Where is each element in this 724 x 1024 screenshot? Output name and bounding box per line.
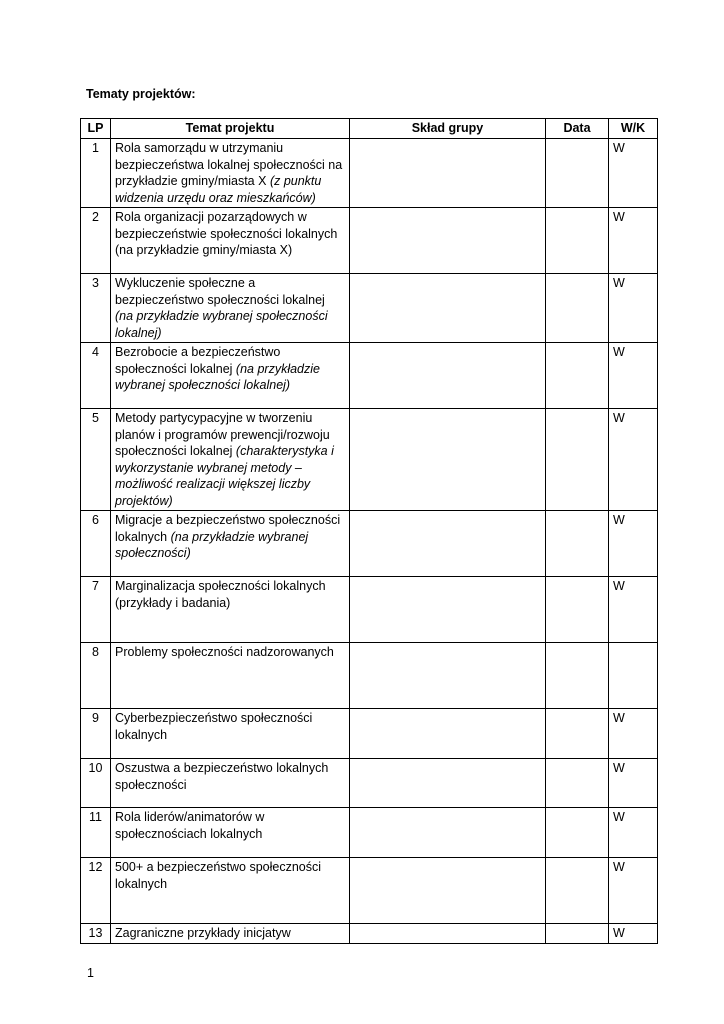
wk-cell: W [609,409,658,511]
page-title: Tematy projektów: [86,87,196,101]
group-cell[interactable] [350,343,546,409]
topic-text: Problemy społeczności nadzorowanych [115,645,334,659]
row-lp: 2 [81,208,111,274]
row-lp: 10 [81,759,111,808]
wk-cell: W [609,808,658,858]
topic-note: (charakterystyka i wykorzystanie wybranej metody – możliwość realizacji większej liczby projektów) [115,444,334,508]
table-row [81,924,658,944]
topic-text: Metody partycypacyjne w tworzeniu planów i programów prewencji/rozwoju społeczności lokalnej [115,411,330,458]
row-lp: 7 [81,577,111,643]
date-cell[interactable] [546,858,609,924]
date-cell[interactable] [546,274,609,343]
header-lp: LP [81,119,111,139]
row-topic [111,709,350,759]
wk-cell: W [609,139,658,208]
table-row [81,808,658,858]
wk-cell: W [609,511,658,577]
group-cell[interactable] [350,409,546,511]
row-topic [111,274,350,343]
topic-text: Cyberbezpieczeństwo społeczności lokalnych [115,711,313,742]
group-cell[interactable] [350,577,546,643]
date-cell[interactable] [546,643,609,709]
wk-cell [609,643,658,709]
date-cell[interactable] [546,924,609,944]
date-cell[interactable] [546,139,609,208]
header-group: Skład grupy [350,119,546,139]
table-row [81,139,658,208]
date-cell[interactable] [546,759,609,808]
topic-text: 500+ a bezpieczeństwo społeczności lokalnych [115,860,322,891]
row-topic [111,858,350,924]
page-number: 1 [87,966,94,980]
topic-text: Migracje a bezpieczeństwo społeczności lokalnych [115,513,341,544]
row-lp: 6 [81,511,111,577]
table-row [81,577,658,643]
date-cell[interactable] [546,709,609,759]
row-topic [111,343,350,409]
topic-text: Rola liderów/animatorów w społecznościach lokalnych [115,810,265,841]
row-topic [111,409,350,511]
project-topics-table [80,118,658,944]
date-cell[interactable] [546,208,609,274]
row-lp: 13 [81,924,111,944]
date-cell[interactable] [546,808,609,858]
header-date: Data [546,119,609,139]
wk-cell: W [609,709,658,759]
row-topic [111,511,350,577]
wk-cell: W [609,343,658,409]
table-row [81,343,658,409]
group-cell[interactable] [350,858,546,924]
table-row [81,511,658,577]
topic-text: Zagraniczne przykłady inicjatyw [115,926,291,940]
row-topic [111,139,350,208]
date-cell[interactable] [546,343,609,409]
row-topic [111,577,350,643]
table-header-row [81,119,658,139]
topic-text: Wykluczenie społeczne a bezpieczeństwo społeczności lokalnej [115,276,325,307]
table-row [81,858,658,924]
table-row [81,643,658,709]
row-topic [111,808,350,858]
table-row [81,709,658,759]
row-lp: 11 [81,808,111,858]
group-cell[interactable] [350,924,546,944]
date-cell[interactable] [546,409,609,511]
group-cell[interactable] [350,808,546,858]
topic-text: Oszustwa a bezpieczeństwo lokalnych społeczności [115,761,329,792]
table-row [81,759,658,808]
topic-note: (na przykładzie wybranej społeczności lokalnej) [115,309,328,340]
topic-note: (na przykładzie wybranej społeczności lokalnej) [115,361,320,392]
topic-note: (z punktu widzenia urzędu oraz mieszkańców) [115,174,322,205]
topic-text: Rola organizacji pozarządowych w bezpieczeństwie społeczności lokalnych (na przykładzie gminy/miasta X) [115,210,338,257]
table-row [81,208,658,274]
row-lp: 12 [81,858,111,924]
topic-text: Marginalizacja społeczności lokalnych (przykłady i badania) [115,579,326,610]
date-cell[interactable] [546,577,609,643]
wk-cell: W [609,858,658,924]
header-topic: Temat projektu [111,119,350,139]
date-cell[interactable] [546,511,609,577]
row-topic [111,208,350,274]
topic-text: Bezrobocie a bezpieczeństwo społeczności lokalnej [115,345,281,376]
row-topic [111,924,350,944]
row-lp: 3 [81,274,111,343]
group-cell[interactable] [350,208,546,274]
row-lp: 5 [81,409,111,511]
wk-cell: W [609,274,658,343]
group-cell[interactable] [350,643,546,709]
table-row [81,409,658,511]
group-cell[interactable] [350,139,546,208]
wk-cell: W [609,924,658,944]
row-topic [111,643,350,709]
wk-cell: W [609,577,658,643]
group-cell[interactable] [350,274,546,343]
group-cell[interactable] [350,709,546,759]
topic-note: (na przykładzie wybranej społeczności) [115,529,309,560]
topic-text: Rola samorządu w utrzymaniu bezpieczeństwa lokalnej społeczności na przykładzie gminy/miasta X [115,141,343,188]
row-lp: 4 [81,343,111,409]
header-wk: W/K [609,119,658,139]
group-cell[interactable] [350,759,546,808]
row-topic [111,759,350,808]
table-row [81,274,658,343]
group-cell[interactable] [350,511,546,577]
row-lp: 9 [81,709,111,759]
row-lp: 8 [81,643,111,709]
row-lp: 1 [81,139,111,208]
wk-cell: W [609,759,658,808]
wk-cell: W [609,208,658,274]
